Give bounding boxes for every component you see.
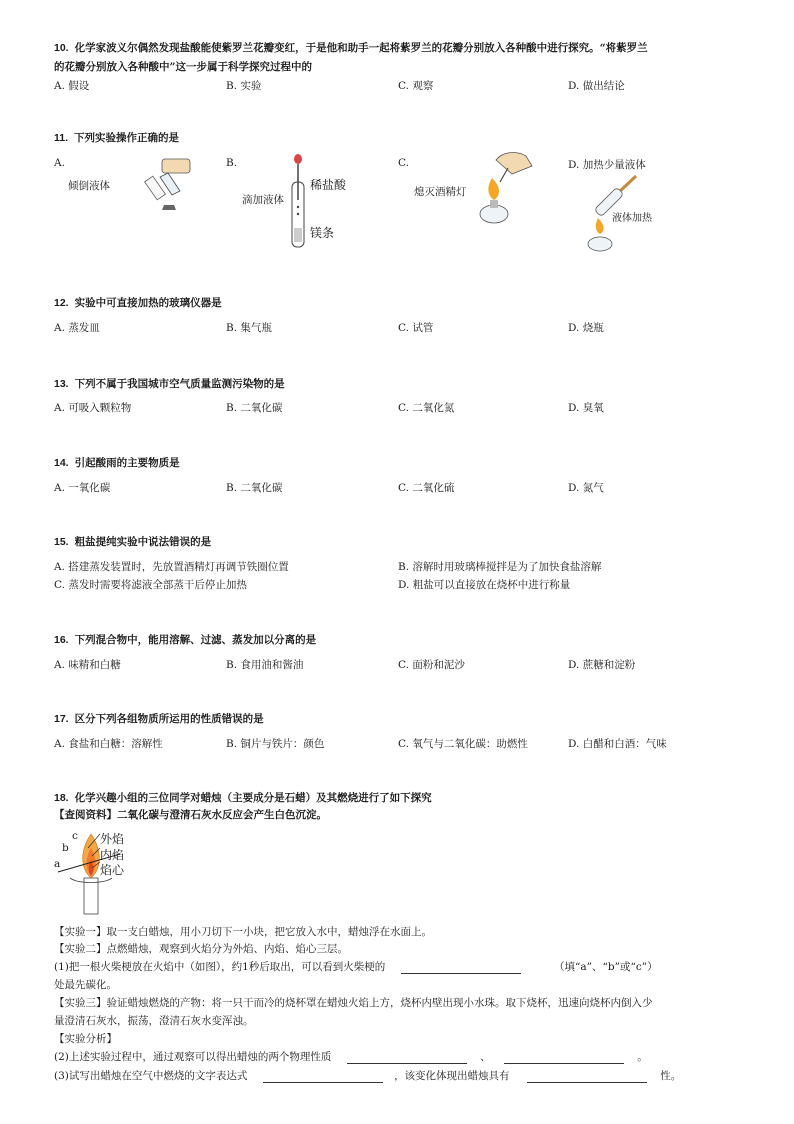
q16-stem: 16. 下列混合物中，能用溶解、过滤、蒸发加以分离的是	[54, 634, 317, 646]
q11-d-caption: 液体加热	[612, 213, 652, 224]
q13-option-c: C. 二氧化氮	[398, 402, 455, 414]
q13-option-b: B. 二氧化碳	[226, 402, 283, 414]
q11-option-a-label: A.	[54, 157, 65, 169]
q18-part1-end: 处最先碳化。	[54, 979, 117, 991]
q16-option-b: B. 食用油和酱油	[226, 659, 304, 671]
q17-option-c: C. 氧气与二氧化碳：助燃性	[398, 738, 528, 750]
q15-option-a: A. 搭建蒸发装置时，先放置酒精灯再调节铁圈位置	[54, 561, 289, 573]
q10-option-d: D. 做出结论	[568, 80, 625, 92]
q11-c-lamp-illustration	[472, 148, 542, 228]
flame-label-outer: 外焰	[100, 832, 125, 846]
q17-option-b: B. 铜片与铁片：颜色	[226, 738, 325, 750]
q11-number: 11.	[54, 132, 69, 144]
q14-option-d: D. 氮气	[568, 482, 604, 494]
q12-option-a: A. 蒸发皿	[54, 322, 100, 334]
q11-b-caption: 滴加液体	[242, 194, 284, 206]
q11-a-caption: 倾倒液体	[68, 180, 110, 192]
q17-stem: 17. 区分下列各组物质所运用的性质错误的是	[54, 713, 264, 725]
q11-option-d-label: D. 加热少量液体	[568, 159, 646, 171]
q18-part2-blank-1[interactable]	[347, 1052, 467, 1064]
q14-option-b: B. 二氧化碳	[226, 482, 283, 494]
q12-option-d: D. 烧瓶	[568, 322, 604, 334]
q10-option-a: A. 假设	[54, 80, 90, 92]
q14-stem: 14. 引起酸雨的主要物质是	[54, 457, 180, 469]
q18-info: 【查阅资料】二氧化碳与澄清石灰水反应会产生白色沉淀。	[54, 809, 327, 821]
q18-exp3-line2: 量澄清石灰水，振荡，澄清石灰水变浑浊。	[54, 1015, 254, 1027]
q16-number: 16.	[54, 634, 69, 646]
q16-option-c: C. 面粉和泥沙	[398, 659, 465, 671]
q18-analysis-heading: 【实验分析】	[54, 1033, 117, 1045]
q18-part2-line: (2)上述实验过程中，通过观察可以得出蜡烛的两个物理性质 、 。	[54, 1051, 648, 1063]
q18-part3-blank-1[interactable]	[263, 1071, 383, 1083]
q18-exp3-line1: 【实验三】验证蜡烛燃烧的产物：将一只干而冷的烧杯罩在蜡烛火焰上方，烧杯内壁出现小水珠。取下烧杯，迅速向烧杯内倒入少	[54, 997, 653, 1009]
q11-b-tag-magnesium: 镁条	[310, 226, 335, 240]
q18-number: 18.	[54, 792, 69, 804]
flame-label-inner: 内焰	[100, 848, 125, 862]
q13-number: 13.	[54, 378, 69, 390]
flame-label-core: 焰心	[100, 863, 125, 877]
flame-letter-b: b	[62, 842, 69, 854]
q10-stem-line1: 10. 化学家波义尔偶然发现盐酸能使紫罗兰花瓣变红，于是他和助手一起将紫罗兰的花瓣分别放入各种酸中进行探究。“将紫罗兰	[54, 42, 648, 54]
candle-flame-diagram	[50, 826, 140, 916]
q10-stem-line2: 的花瓣分别放入各种酸中”这一步属于科学探究过程中的	[54, 61, 313, 73]
q11-c-caption: 熄灭酒精灯	[414, 186, 467, 198]
q10-number: 10.	[54, 42, 69, 54]
q14-number: 14.	[54, 457, 69, 469]
q18-stem: 18. 化学兴趣小组的三位同学对蜡烛（主要成分是石蜡）及其燃烧进行了如下探究	[54, 792, 432, 804]
flame-letter-c: c	[72, 830, 78, 842]
q15-option-b: B. 溶解时用玻璃棒搅拌是为了加快食盐溶解	[398, 561, 602, 573]
q18-exp1: 【实验一】取一支白蜡烛，用小刀切下一小块，把它放入水中，蜡烛浮在水面上。	[54, 926, 432, 938]
q13-option-a: A. 可吸入颗粒物	[54, 402, 132, 414]
q12-option-b: B. 集气瓶	[226, 322, 272, 334]
q15-stem: 15. 粗盐提纯实验中说法错误的是	[54, 536, 212, 548]
q17-option-a: A. 食盐和白糖：溶解性	[54, 738, 163, 750]
q18-part2-blank-2[interactable]	[504, 1052, 624, 1064]
q12-number: 12.	[54, 297, 69, 309]
q15-option-d: D. 粗盐可以直接放在烧杯中进行称量	[398, 579, 571, 591]
q16-option-a: A. 味精和白糖	[54, 659, 121, 671]
q18-part1-blank[interactable]	[401, 962, 521, 974]
q10-option-b: B. 实验	[226, 80, 262, 92]
q18-part3-blank-2[interactable]	[527, 1071, 647, 1083]
q17-number: 17.	[54, 713, 69, 725]
q10-option-c: C. 观察	[398, 80, 434, 92]
q15-number: 15.	[54, 536, 69, 548]
q18-part3-line: (3)试写出蜡烛在空气中燃烧的文字表达式 ，该变化体现出蜡烛具有 性。	[54, 1070, 682, 1082]
q16-option-d: D. 蔗糖和淀粉	[568, 659, 636, 671]
q11-b-tag-acid: 稀盐酸	[310, 178, 347, 192]
q12-stem: 12. 实验中可直接加热的玻璃仪器是	[54, 297, 222, 309]
q11-a-pouring-illustration	[128, 155, 208, 215]
q13-stem: 13. 下列不属于我国城市空气质量监测污染物的是	[54, 378, 285, 390]
q11-option-b-label: B.	[226, 157, 238, 169]
q18-exp2: 【实验二】点燃蜡烛，观察到火焰分为外焰、内焰、焰心三层。	[54, 943, 348, 955]
flame-letter-a: a	[54, 858, 61, 870]
q14-option-c: C. 二氧化硫	[398, 482, 455, 494]
q15-option-c: C. 蒸发时需要将滤液全部蒸干后停止加热	[54, 579, 247, 591]
q18-part1-line: (1)把一根火柴梗放在火焰中（如图），约1秒后取出，可以看到火柴梗的 （填“a”、“b”或“c”）	[54, 961, 658, 973]
q17-option-d: D. 白醋和白酒：气味	[568, 738, 667, 750]
q14-option-a: A. 一氧化碳	[54, 482, 111, 494]
q11-option-c-label: C.	[398, 157, 409, 169]
q12-option-c: C. 试管	[398, 322, 434, 334]
q13-option-d: D. 臭氧	[568, 402, 604, 414]
q11-stem: 11. 下列实验操作正确的是	[54, 132, 180, 144]
